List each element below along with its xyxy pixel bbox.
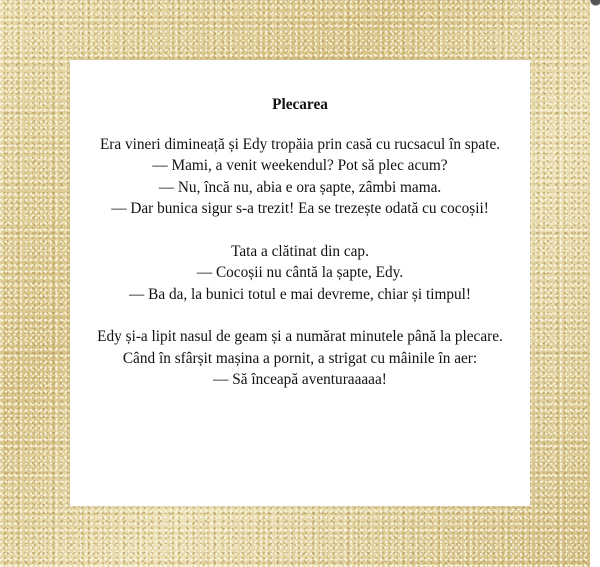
text-line: — Nu, încă nu, abia e ora șapte, zâmbi mama. (158, 178, 442, 196)
story-title: Plecarea (272, 96, 328, 113)
paragraph-3 (70, 326, 530, 391)
text-line: Tata a clătinat din cap. (231, 242, 369, 260)
paragraph-1 (70, 134, 530, 220)
text-line: — Dar bunica sigur s-a trezit! Ea se trezește odată cu cocoșii! (111, 200, 489, 217)
document-page (70, 60, 530, 506)
story-text (70, 94, 530, 412)
text-line: — Să înceapă aventuraaaaa! (213, 371, 387, 388)
text-line: Edy și-a lipit nasul de geam și a numărat minutele până la plecare. (97, 328, 503, 345)
text-line: Era vineri dimineață și Edy tropăia prin casă cu rucsacul în spate. (99, 135, 501, 153)
text-line: — Cocoșii nu cântă la șapte, Edy. (196, 264, 404, 281)
text-line: — Ba da, la bunici totul e mai devreme, chiar și timpul! (129, 285, 471, 303)
paragraph-2 (70, 241, 530, 306)
corner-shadow (586, 0, 600, 8)
text-line: — Mami, a venit weekendul? Pot să plec acum? (152, 157, 448, 174)
text-line: Când în sfârșit mașina a pornit, a strigat cu mâinile în aer: (122, 349, 478, 367)
